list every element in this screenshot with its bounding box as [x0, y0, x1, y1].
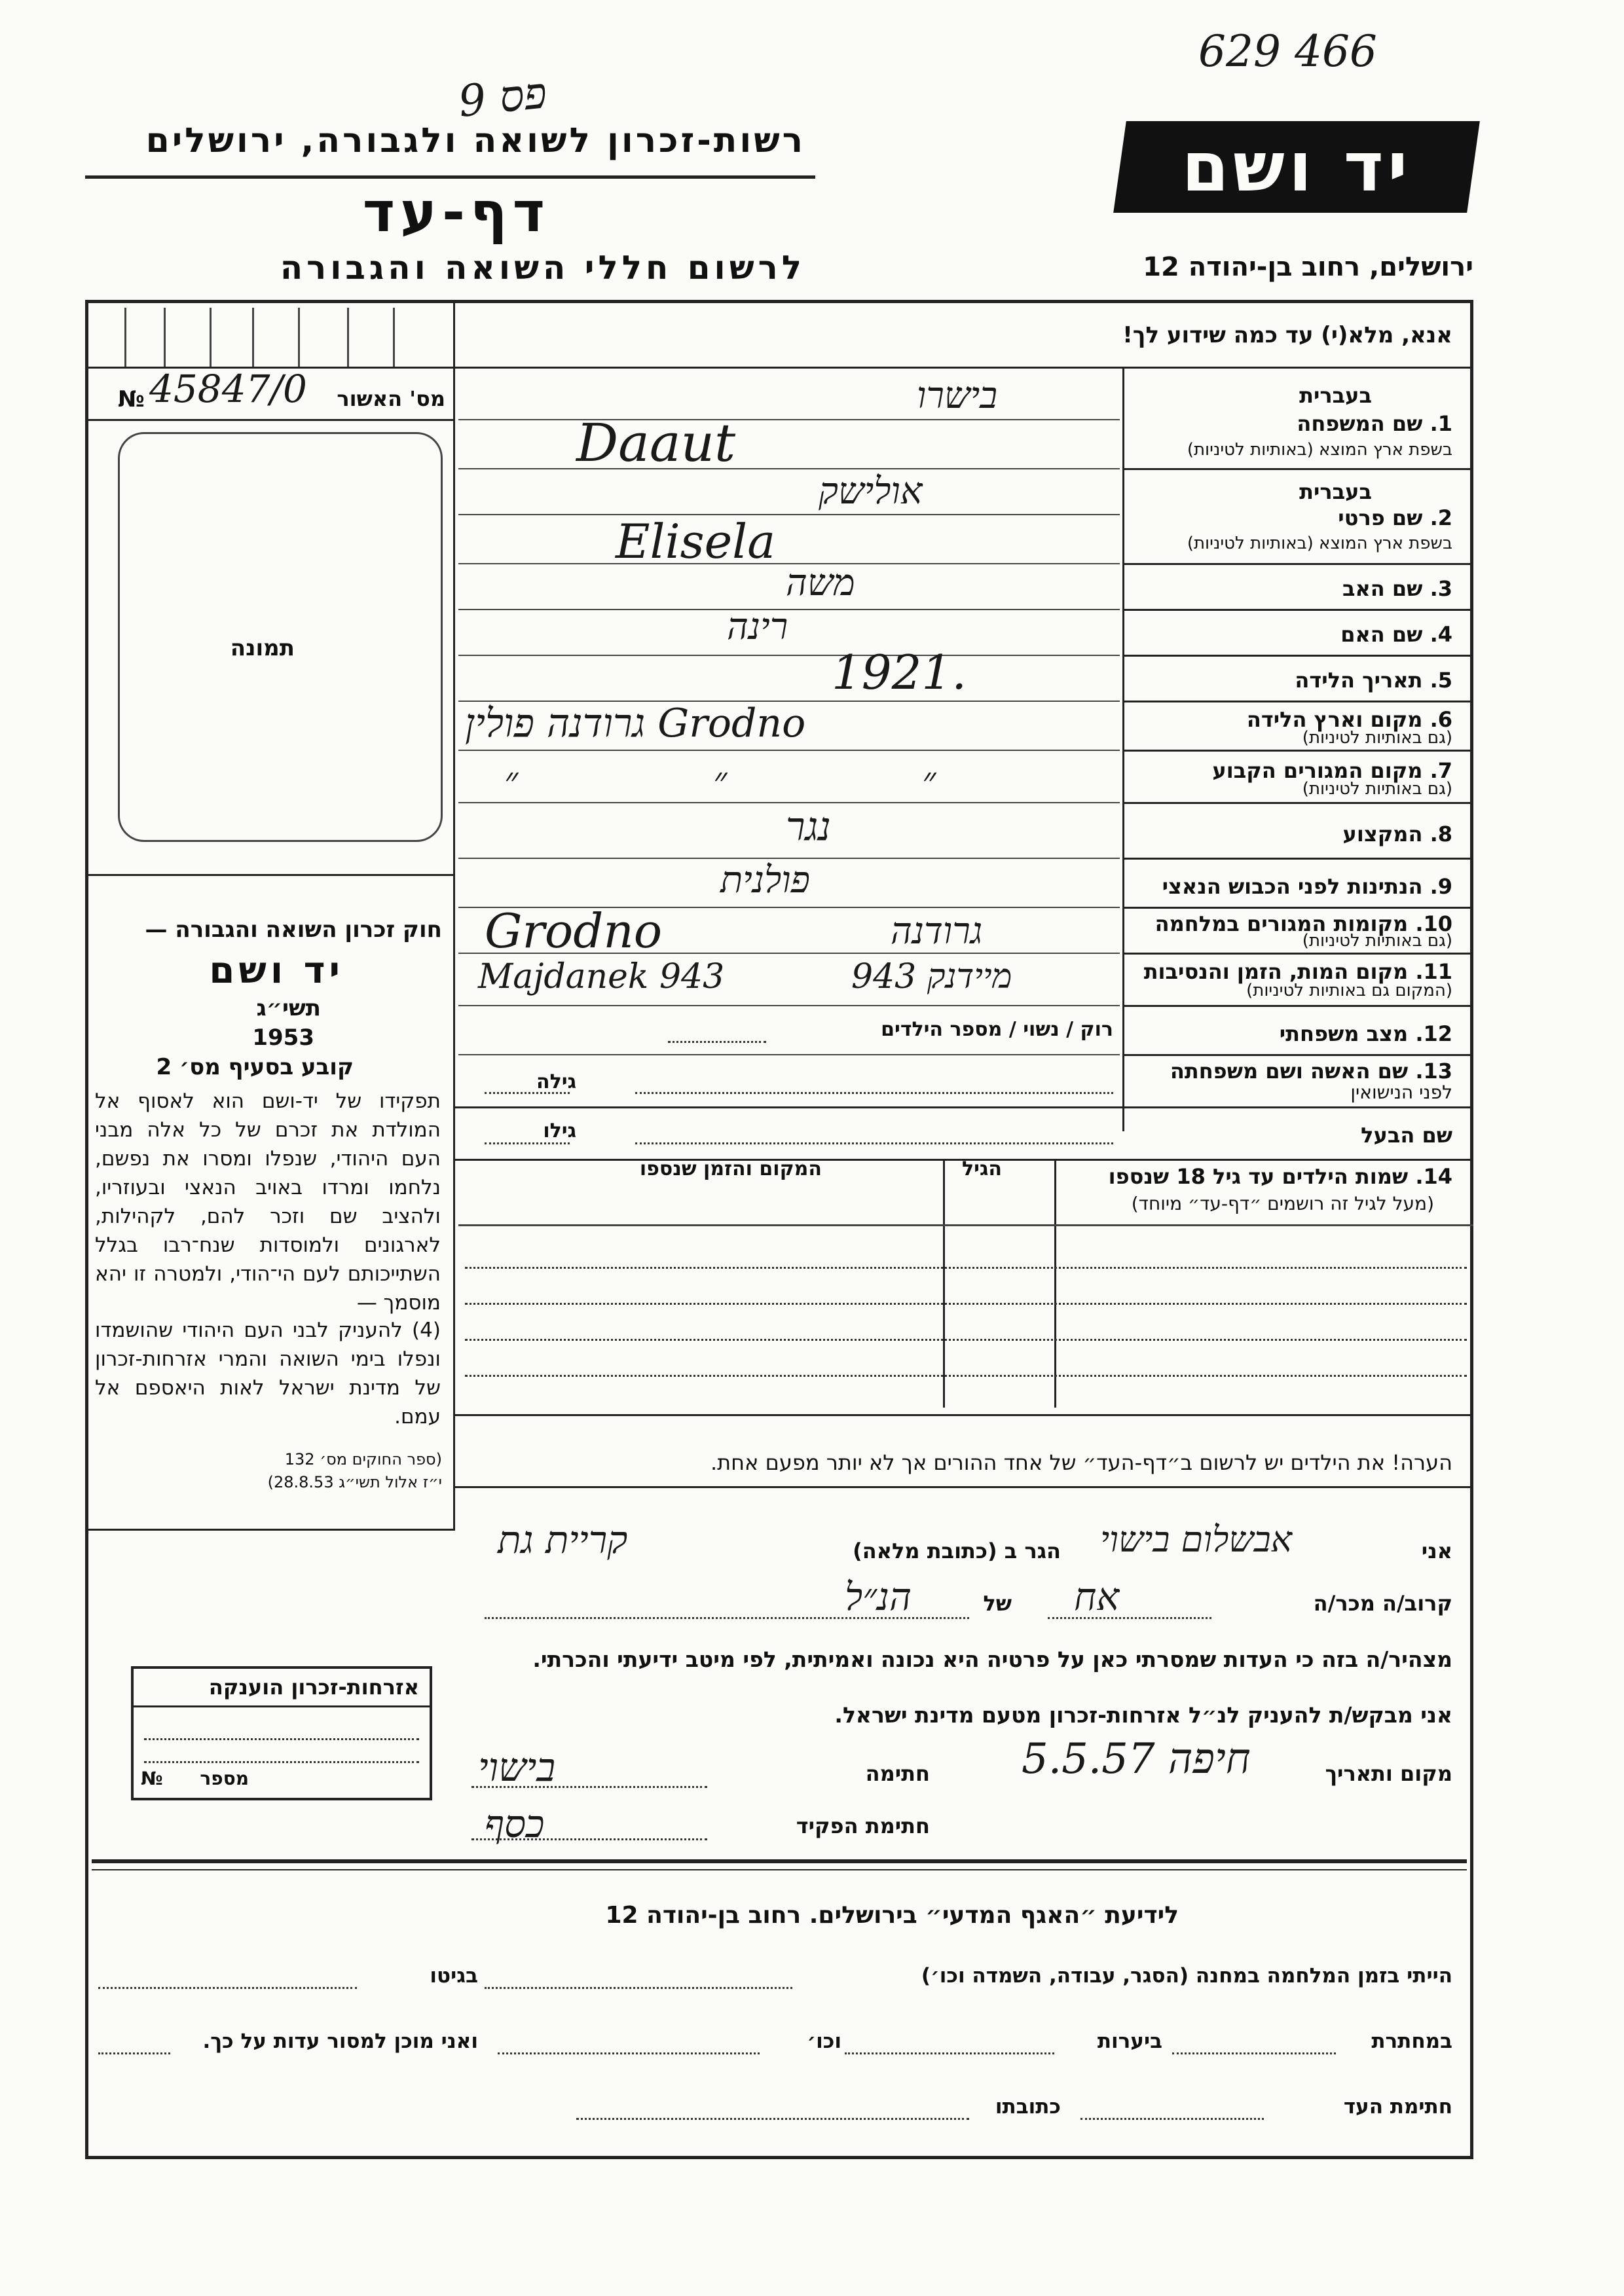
field4-num: 4. [1430, 622, 1452, 647]
field12-options: רוק / נשוי / מספר הילדים [881, 1018, 1113, 1041]
approval-cell [210, 308, 212, 367]
approval-no-sign: № [118, 386, 145, 412]
bottom-line1-dots-2 [98, 1987, 357, 1989]
field2-value-hebrew: אולישק [819, 470, 923, 513]
law-year: 1953 [252, 1025, 314, 1051]
row-line [1122, 1005, 1473, 1007]
row-line [1122, 609, 1473, 611]
approval-under [85, 419, 455, 421]
field2-label [1338, 505, 1452, 530]
field1-value-hebrew: בישרו [917, 374, 998, 417]
decl-signature-label: חתימה [865, 1761, 930, 1786]
field9-label-text: הנתינות לפני הכבוש הנאצי [1162, 874, 1423, 899]
field12-label [1280, 1021, 1452, 1046]
field10-label-text: מקומות המגורים במלחמה [1154, 911, 1409, 936]
field2-value-latin: Elisela [616, 514, 776, 569]
field5-label-text: תאריך הלידה [1295, 668, 1423, 693]
children-row [465, 1267, 1467, 1269]
citizenship-no-sign: № [141, 1768, 163, 1789]
law-year-heb: תשי״ג [256, 995, 321, 1021]
decl-line3: מצהיר/ה בזה כי העדות שמסרתי כאן על פרטיה היא נכונה ואמיתית, לפי מיטב ידיעתי והכרתי. [532, 1647, 1452, 1672]
field7-num: 7. [1430, 758, 1452, 783]
field5-num: 5. [1430, 668, 1452, 693]
field11-value-hebrew: מיידנק 943 [851, 957, 1012, 996]
value-line [458, 419, 1120, 420]
field1-label-text: שם המשפחה [1297, 411, 1423, 436]
row-line [1122, 750, 1473, 752]
field6-num: 6. [1430, 707, 1452, 732]
address: ירושלים, רחוב בן-יהודה 12 [1143, 252, 1473, 282]
bottom-line3-a: חתימת העד [1343, 2095, 1452, 2119]
husband-age-dots [485, 1142, 570, 1144]
field13-label [1170, 1059, 1452, 1084]
children-row [465, 1339, 1467, 1341]
field11-sub: (המקום גם באותיות לטיניות) [1246, 981, 1452, 1000]
field11-value-latin: Majdanek 943 [478, 957, 725, 996]
header-rule [85, 175, 815, 179]
approval-cell [393, 308, 395, 367]
left-column-divider [453, 300, 455, 1531]
institution-name: רשות-זכרון לשואה ולגבורה, ירושלים [145, 121, 805, 160]
field6-sub: (גם באותיות לטיניות) [1302, 728, 1452, 748]
decl-line2b-dots [1048, 1617, 1211, 1619]
decl-line1-a: אני [1421, 1539, 1452, 1563]
decl-officer-dots [471, 1838, 707, 1840]
law-name: יד ושם [209, 949, 344, 992]
bottom-line3-dots [1080, 2118, 1264, 2120]
field10-sub: (גם באותיות לטיניות) [1302, 931, 1452, 951]
decl-line4: אני מבקש/ת להעניק לנ״ל אזרחות-זכרון מטעם מדינת ישראל. [834, 1702, 1452, 1728]
children-col-divider [943, 1159, 945, 1408]
husband-age-label: גילו [543, 1120, 576, 1142]
field1-value-latin: Daaut [576, 412, 736, 473]
field9-value: פולנית [720, 859, 810, 902]
field12-dots [668, 1041, 766, 1043]
law-text: תפקידו של יד-ושם הוא לאסוף אל המולדת את זכרם של כל אלה מבני העם היהודי, שנפלו ומסרו את נפשם, נלחמו ומרדו באויב הנאצי ובעוזריו, ולהציב שם וזכר להם, לקהילות, לארגונים ולמוסדות שנח־רבו בגלל השתייכותם לעם הי־הודי, ולמטרה זו יהא מוסמך — [95, 1089, 441, 1315]
field2-sub: בשפת ארץ המוצא (באותיות לטיניות) [1187, 534, 1452, 553]
note-bottom-line [453, 1486, 1473, 1488]
decl-relation-of: הנ״ל [845, 1575, 912, 1619]
children-sub: (מעל לגיל זה רושמים ״דף-עד״ מיוחד) [1131, 1193, 1434, 1214]
intro-text: אנא, מלא(י) עד כמה שידוע לך! [1122, 322, 1452, 348]
field11-num: 11. [1415, 959, 1452, 984]
field13-age-dots [485, 1092, 570, 1094]
field8-value: נגר [786, 804, 831, 850]
label-column-divider [1122, 367, 1124, 1131]
row-line [1122, 655, 1473, 657]
citizenship-dots [144, 1738, 419, 1740]
note-top-line [453, 1414, 1473, 1416]
decl-officer-signature: כסף [485, 1802, 545, 1846]
row-line [453, 367, 1473, 369]
law-bottom-line [85, 1529, 455, 1531]
field8-label-text: המקצוע [1342, 822, 1423, 847]
field7-sub: (גם באותיות לטיניות) [1302, 779, 1452, 799]
children-col-divider [1054, 1159, 1056, 1408]
value-line [458, 802, 1120, 803]
row-line [1122, 563, 1473, 565]
value-line [458, 655, 1120, 656]
field13-sub: לפני הנישואין [1350, 1082, 1452, 1103]
bottom-heading: לידיעת ״האגף המדעי״ בירושלים. רחוב בן-יהודה 12 [605, 1902, 1179, 1929]
row-line [453, 1106, 1473, 1108]
approval-cell [298, 308, 300, 367]
field13-label-text: שם האשה ושם משפחתה [1170, 1059, 1409, 1084]
approval-cell [252, 308, 254, 367]
row-line [1122, 858, 1473, 860]
field3-label [1342, 576, 1452, 601]
bottom-line2-c: וכו׳ [807, 2030, 841, 2053]
decl-place-date: חיפה 5.5.57 [1022, 1735, 1251, 1783]
field2-num: 2. [1430, 505, 1452, 530]
bottom-divider-2 [92, 1869, 1467, 1870]
decl-officer-label: חתימת הפקיד [796, 1813, 930, 1838]
field1-num: 1. [1430, 411, 1452, 436]
citizenship-title-line [131, 1705, 432, 1707]
row-line [1122, 953, 1473, 955]
field3-label-text: שם האב [1342, 576, 1423, 601]
field1-hebrew-tag: בעברית [1299, 383, 1372, 408]
field1-sub: בשפת ארץ המוצא (באותיות לטיניות) [1187, 440, 1452, 460]
approval-cell [164, 308, 166, 367]
children-label-text: שמות הילדים עד גיל 18 שנספו [1108, 1164, 1409, 1189]
row-line [1122, 701, 1473, 702]
approval-cell [124, 308, 126, 367]
field9-num: 9. [1430, 874, 1452, 899]
law-ref-1: (ספר החוקים מס׳ 132 [284, 1450, 442, 1468]
citizenship-title: אזרחות-זכרון הוענקה [208, 1675, 419, 1700]
value-line [458, 468, 1120, 469]
field12-label-text: מצב משפחתי [1279, 1021, 1409, 1046]
field10-num: 10. [1415, 911, 1452, 936]
field8-label [1343, 822, 1452, 847]
children-row [465, 1375, 1467, 1377]
bottom-line1-a: הייתי בזמן המלחמה במחנה (הסגר, עבודה, השמדה וכו׳) [921, 1964, 1452, 1988]
decl-place-date-label: מקום ותאריך [1325, 1761, 1452, 1786]
decl-relation: אח [1074, 1575, 1120, 1619]
field4-label [1340, 622, 1452, 647]
bottom-line1-b: בגיטו [430, 1964, 478, 1988]
bottom-line2-a: במחתרת [1371, 2030, 1452, 2053]
decl-witness-name: אבשלום בישוי [1100, 1519, 1292, 1560]
field11-label-text: מקום המות, הזמן והנסיבות [1143, 959, 1409, 984]
decl-line2-b: של [983, 1591, 1012, 1616]
citizenship-number-label: מספר [200, 1768, 249, 1789]
bottom-line2-dots [1172, 2052, 1336, 2054]
field10-value-latin: Grodno [485, 903, 663, 958]
photo-label: תמונה [230, 635, 295, 661]
children-row [465, 1303, 1467, 1305]
form-subtitle: לרשום חללי השואה והגבורה [280, 249, 805, 287]
law-text-2: (4) להעניק לבני העם היהודי שהושמדו ונפלו בימי השואה והמרי אזרחות-זכרון של מדינת ישראל לאות היאספם אל עמם. [95, 1319, 441, 1429]
field5-value: 1921. [832, 645, 967, 700]
bottom-line2-dots-3 [498, 2052, 760, 2054]
field7-label-text: מקום המגורים הקבוע [1212, 758, 1423, 783]
decl-signature: בישוי [478, 1745, 556, 1791]
field7-value: ״ ״ ״ [504, 759, 1028, 802]
approval-number: 45847/0 [149, 367, 307, 411]
approval-cell [347, 308, 349, 367]
row-line [1122, 468, 1473, 470]
children-col-place: המקום והזמן שנספו [639, 1157, 822, 1180]
archive-number: 629 466 [1198, 26, 1377, 77]
law-section: קובע בסעיף מס׳ 2 [156, 1054, 354, 1080]
decl-witness-address: קריית גת [498, 1518, 628, 1562]
field13-dots [635, 1092, 1113, 1094]
husband-label: שם הבעל [1361, 1123, 1452, 1148]
decl-line1-b: הגר ב (כתובת מלאה) [853, 1539, 1061, 1563]
row-line [1122, 802, 1473, 804]
bottom-line2-dots-2 [845, 2052, 1054, 2054]
field2-label-text: שם פרטי [1338, 505, 1423, 530]
bottom-divider [92, 1859, 1467, 1863]
citizenship-dots [144, 1761, 419, 1763]
children-num: 14. [1415, 1164, 1452, 1189]
field3-value: משה [786, 562, 855, 604]
bottom-line2-b: ביערות [1097, 2030, 1162, 2053]
field6-label-text: מקום וארץ הלידה [1246, 707, 1423, 732]
law-ref-2: י״ז אלול תשי״ג 28.8.53) [267, 1473, 442, 1491]
bottom-line1-dots [485, 1987, 792, 1989]
husband-dots [635, 1142, 1113, 1144]
field10-value-hebrew: גרודנה [891, 910, 983, 953]
decl-signature-dots [471, 1786, 707, 1788]
row-line [1122, 1054, 1473, 1056]
field12-num: 12. [1415, 1021, 1452, 1046]
logo-text: יד ושם [1181, 127, 1412, 207]
logo-yad-vashem [1113, 121, 1480, 213]
photo-bottom-line [85, 874, 455, 876]
children-header-line [458, 1224, 1473, 1226]
children-col-age: הגיל [962, 1157, 1002, 1180]
bottom-line3-b: כתובתו [995, 2095, 1061, 2119]
decl-line2-a: קרוב/ה מכר/ה [1313, 1591, 1452, 1616]
value-line [458, 750, 1120, 751]
note-text: הערה! את הילדים יש לרשום ב״דף-העד״ של אחד ההורים אך לא יותר מפעם אחת. [710, 1450, 1452, 1475]
field2-hebrew-tag: בעברית [1299, 479, 1372, 504]
field9-label [1162, 874, 1452, 899]
approval-label: מס' האשור [337, 386, 445, 411]
bottom-line3-dots-2 [576, 2118, 969, 2120]
law-title: חוק זכרון השואה והגבורה — [145, 917, 442, 943]
bottom-line2-d: ואני מוכן למסור עדות על כך. [202, 2030, 478, 2053]
bottom-line2-dots-4 [98, 2052, 170, 2054]
form-title: דף-עד [362, 180, 550, 244]
value-line [458, 1054, 1120, 1055]
field4-value: רינה [727, 606, 788, 648]
handwritten-code: פס 9 [456, 67, 549, 127]
field1-label [1297, 411, 1452, 436]
field6-value: גרודנה פולין Grodno [465, 701, 806, 746]
row-line [1122, 907, 1473, 909]
field13-num: 13. [1415, 1059, 1452, 1084]
value-line [458, 609, 1120, 610]
field8-num: 8. [1430, 822, 1452, 847]
field4-label-text: שם האם [1340, 622, 1423, 647]
value-line [458, 1005, 1120, 1006]
value-line [458, 514, 1120, 515]
field5-label [1295, 668, 1452, 693]
children-label [1109, 1164, 1452, 1189]
field3-num: 3. [1430, 576, 1452, 601]
field13-age-label: גילה [536, 1070, 576, 1093]
